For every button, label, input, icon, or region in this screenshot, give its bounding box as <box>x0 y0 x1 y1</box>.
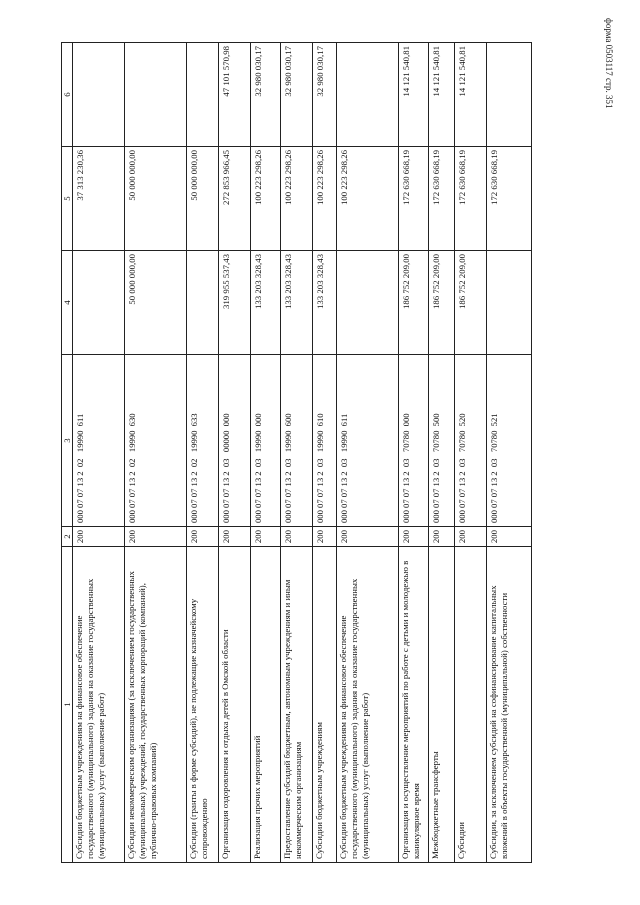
row-line-code: 200 <box>337 527 399 547</box>
row-approved-amount: 186 752 209,00 <box>429 251 455 355</box>
row-executed-amount: 100 223 298,26 <box>313 147 337 251</box>
row-line-code: 200 <box>487 527 532 547</box>
col-header-6: 6 <box>62 43 73 147</box>
row-unexecuted-amount <box>73 43 125 147</box>
row-approved-amount <box>73 251 125 355</box>
table-row <box>125 43 187 863</box>
row-unexecuted-amount <box>337 43 399 147</box>
row-budget-code: 000 07 07 13 2 02 19990 633 <box>187 355 219 527</box>
row-line-code: 200 <box>429 527 455 547</box>
row-name: Предоставление субсидий бюджетным, автономным учреждениям и иным некоммерческим организациям <box>281 547 313 863</box>
row-approved-amount <box>337 251 399 355</box>
report-table-rotated <box>61 43 601 863</box>
table-row <box>399 43 429 863</box>
row-unexecuted-amount: 14 121 540,81 <box>455 43 487 147</box>
row-approved-amount: 133 203 328,43 <box>281 251 313 355</box>
row-approved-amount <box>487 251 532 355</box>
table-row <box>487 43 532 863</box>
row-unexecuted-amount <box>487 43 532 147</box>
row-line-code: 200 <box>125 527 187 547</box>
row-name: Субсидии бюджетным учреждениям на финансовое обеспечение государственного (муниципального) задания на оказание государственных (муниципальных) услуг (выполнение работ) <box>73 547 125 863</box>
row-line-code: 200 <box>187 527 219 547</box>
row-executed-amount: 37 313 230,36 <box>73 147 125 251</box>
row-budget-code: 000 07 07 13 2 02 19990 630 <box>125 355 187 527</box>
col-header-3: 3 <box>62 355 73 527</box>
row-budget-code: 000 07 07 13 2 03 19990 611 <box>337 355 399 527</box>
table-row <box>219 43 251 863</box>
row-budget-code: 000 07 07 13 2 03 19990 610 <box>313 355 337 527</box>
row-unexecuted-amount: 32 980 030,17 <box>313 43 337 147</box>
row-approved-amount: 186 752 209,00 <box>399 251 429 355</box>
row-approved-amount: 186 752 209,00 <box>455 251 487 355</box>
row-executed-amount: 172 630 668,19 <box>487 147 532 251</box>
row-budget-code: 000 07 07 13 2 03 70780 000 <box>399 355 429 527</box>
row-budget-code: 000 07 07 13 2 03 70780 521 <box>487 355 532 527</box>
row-executed-amount: 172 630 668,19 <box>429 147 455 251</box>
row-unexecuted-amount: 14 121 540,81 <box>429 43 455 147</box>
row-approved-amount: 133 203 328,43 <box>251 251 281 355</box>
table-row <box>251 43 281 863</box>
form-number-label: форма 0503117 стр. 351 <box>604 18 614 109</box>
row-unexecuted-amount: 47 101 570,98 <box>219 43 251 147</box>
row-line-code: 200 <box>251 527 281 547</box>
row-executed-amount: 50 000 000,00 <box>125 147 187 251</box>
row-executed-amount: 100 223 298,26 <box>251 147 281 251</box>
row-budget-code: 000 07 07 13 2 03 19990 600 <box>281 355 313 527</box>
row-line-code: 200 <box>73 527 125 547</box>
col-header-5: 5 <box>62 147 73 251</box>
row-name: Субсидии некоммерческим организациям (за исключением государственных (муниципальных) учреждений, государственных корпораций (компаний), публично-правовых компаний) <box>125 547 187 863</box>
row-name: Субсидии <box>455 547 487 863</box>
row-name: Организация оздоровления и отдыха детей в Омской области <box>219 547 251 863</box>
row-budget-code: 000 07 07 13 2 02 19990 611 <box>73 355 125 527</box>
row-executed-amount: 100 223 298,26 <box>281 147 313 251</box>
row-line-code: 200 <box>219 527 251 547</box>
table-row <box>187 43 219 863</box>
row-executed-amount: 272 853 966,45 <box>219 147 251 251</box>
col-header-4: 4 <box>62 251 73 355</box>
budget-table <box>61 42 532 863</box>
row-name: Субсидии (гранты в форме субсидий), не подлежащие казначейскому сопровождению <box>187 547 219 863</box>
row-name: Субсидии, за исключением субсидий на софинансирование капитальных вложений в объекты государственной (муниципальной) собственности <box>487 547 532 863</box>
row-approved-amount <box>187 251 219 355</box>
row-budget-code: 000 07 07 13 2 03 70780 520 <box>455 355 487 527</box>
row-unexecuted-amount: 32 980 030,17 <box>281 43 313 147</box>
table-row <box>281 43 313 863</box>
row-unexecuted-amount <box>125 43 187 147</box>
row-executed-amount: 100 223 298,26 <box>337 147 399 251</box>
table-row <box>313 43 337 863</box>
col-header-1: 1 <box>62 547 73 863</box>
row-unexecuted-amount: 14 121 540,81 <box>399 43 429 147</box>
row-executed-amount: 50 000 000,00 <box>187 147 219 251</box>
table-row <box>337 43 399 863</box>
row-budget-code: 000 07 07 13 2 03 00000 000 <box>219 355 251 527</box>
row-name: Межбюджетные трансферты <box>429 547 455 863</box>
row-line-code: 200 <box>399 527 429 547</box>
table-row <box>429 43 455 863</box>
row-budget-code: 000 07 07 13 2 03 19990 000 <box>251 355 281 527</box>
row-executed-amount: 172 630 668,19 <box>399 147 429 251</box>
row-approved-amount: 50 000 000,00 <box>125 251 187 355</box>
row-unexecuted-amount: 32 980 030,17 <box>251 43 281 147</box>
row-name: Реализация прочих мероприятий <box>251 547 281 863</box>
row-budget-code: 000 07 07 13 2 03 70780 500 <box>429 355 455 527</box>
row-line-code: 200 <box>455 527 487 547</box>
table-row <box>73 43 125 863</box>
row-executed-amount: 172 630 668,19 <box>455 147 487 251</box>
row-line-code: 200 <box>313 527 337 547</box>
row-approved-amount: 319 955 537,43 <box>219 251 251 355</box>
row-name: Субсидии бюджетным учреждениям на финансовое обеспечение государственного (муниципального) задания на оказание государственных (муниципальных) услуг (выполнение работ) <box>337 547 399 863</box>
column-number-row <box>62 43 73 863</box>
row-unexecuted-amount <box>187 43 219 147</box>
table-row <box>455 43 487 863</box>
row-line-code: 200 <box>281 527 313 547</box>
row-name: Организация и осуществление мероприятий по работе с детьми и молодежью в каникулярное время <box>399 547 429 863</box>
row-approved-amount: 133 203 328,43 <box>313 251 337 355</box>
col-header-2: 2 <box>62 527 73 547</box>
row-name: Субсидии бюджетным учреждениям <box>313 547 337 863</box>
